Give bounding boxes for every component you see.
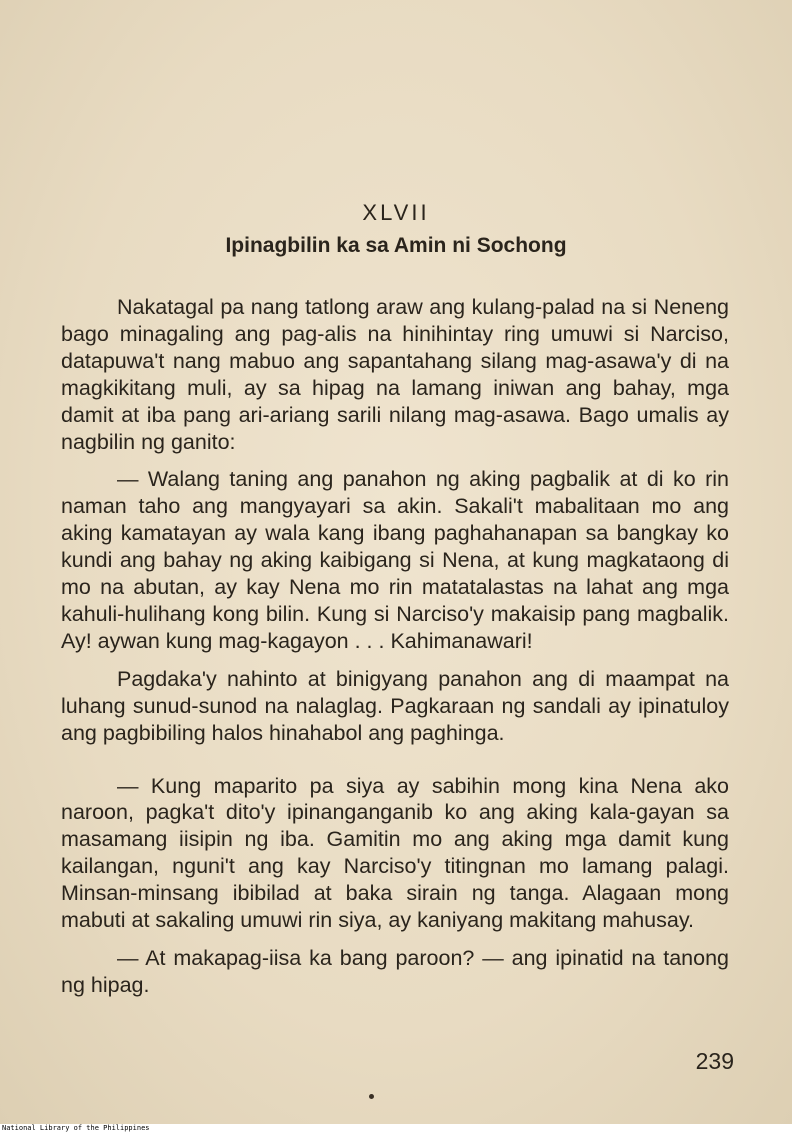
page-number: 239 <box>695 1048 734 1074</box>
paragraph: — At makapag-iisa ka bang paroon? — ang ipinatid na tanong ng hipag. <box>61 945 729 997</box>
paragraph: — Walang taning ang panahon ng aking pagbalik at di ko rin naman taho ang mangyayari sa akin. Sakali't mabalitaan mo ang aking kamatayan ay wala kang ibang paghahanapan sa bangkay ko kundi ang bahay ng aking kaibigang si Nena, at kung magkataong di mo na abutan, ay kay Nena mo rin matatalastas na lahat ang mga kahuli-hulihang kong bilin. Kung si Narciso'y makaisip pang magbalik. Ay! aywan kung mag-kagayon . . . Kahimanawari! <box>61 467 729 653</box>
scan-footer <box>0 1124 792 1133</box>
chapter-title: Ipinagbilin ka sa Amin ni Sochong <box>225 234 567 257</box>
ink-speck <box>369 1094 374 1099</box>
paragraph: — Kung maparito pa siya ay sabihin mong kina Nena ako naroon, pagka't dito'y ipinanganganib ko ang aking kala-gayan sa masamang iisipin ng iba. Gamitin mo ang aking mga damit kung kailangan, nguni't ang kay Narciso'y titingnan mo lamang palagi. Minsan-minsang ibibilad at baka sirain ng tanga. Alagaan mong mabuti at sakaling umuwi rin siya, ay kaniyang makitang mahusay. <box>61 773 729 933</box>
footer-credit: National Library of the Philippines <box>2 1124 150 1132</box>
body-text <box>61 294 729 1010</box>
paragraph: Nakatagal pa nang tatlong araw ang kulang-palad na si Neneng bago minagaling ang pag-alis na hinihintay ring umuwi si Narciso, datapuwa't nang mabuo ang sapantahang silang mag-asawa'y di na magkikitang muli, ay sa hipag na lamang iniwan ang bahay, mga damit at iba pang ari-ariang sarili nilang mag-asawa. Bago umalis ay nagbilin ng ganito: <box>61 295 729 454</box>
chapter-number: XLVII <box>362 200 430 225</box>
paragraph: Pagdaka'y nahinto at binigyang panahon ang di maampat na luhang sunud-sunod na nalaglag. Pagkaraan ng sandali ay ipinatuloy ang pagbibiling halos hinahabol ang paghinga. <box>61 666 729 745</box>
